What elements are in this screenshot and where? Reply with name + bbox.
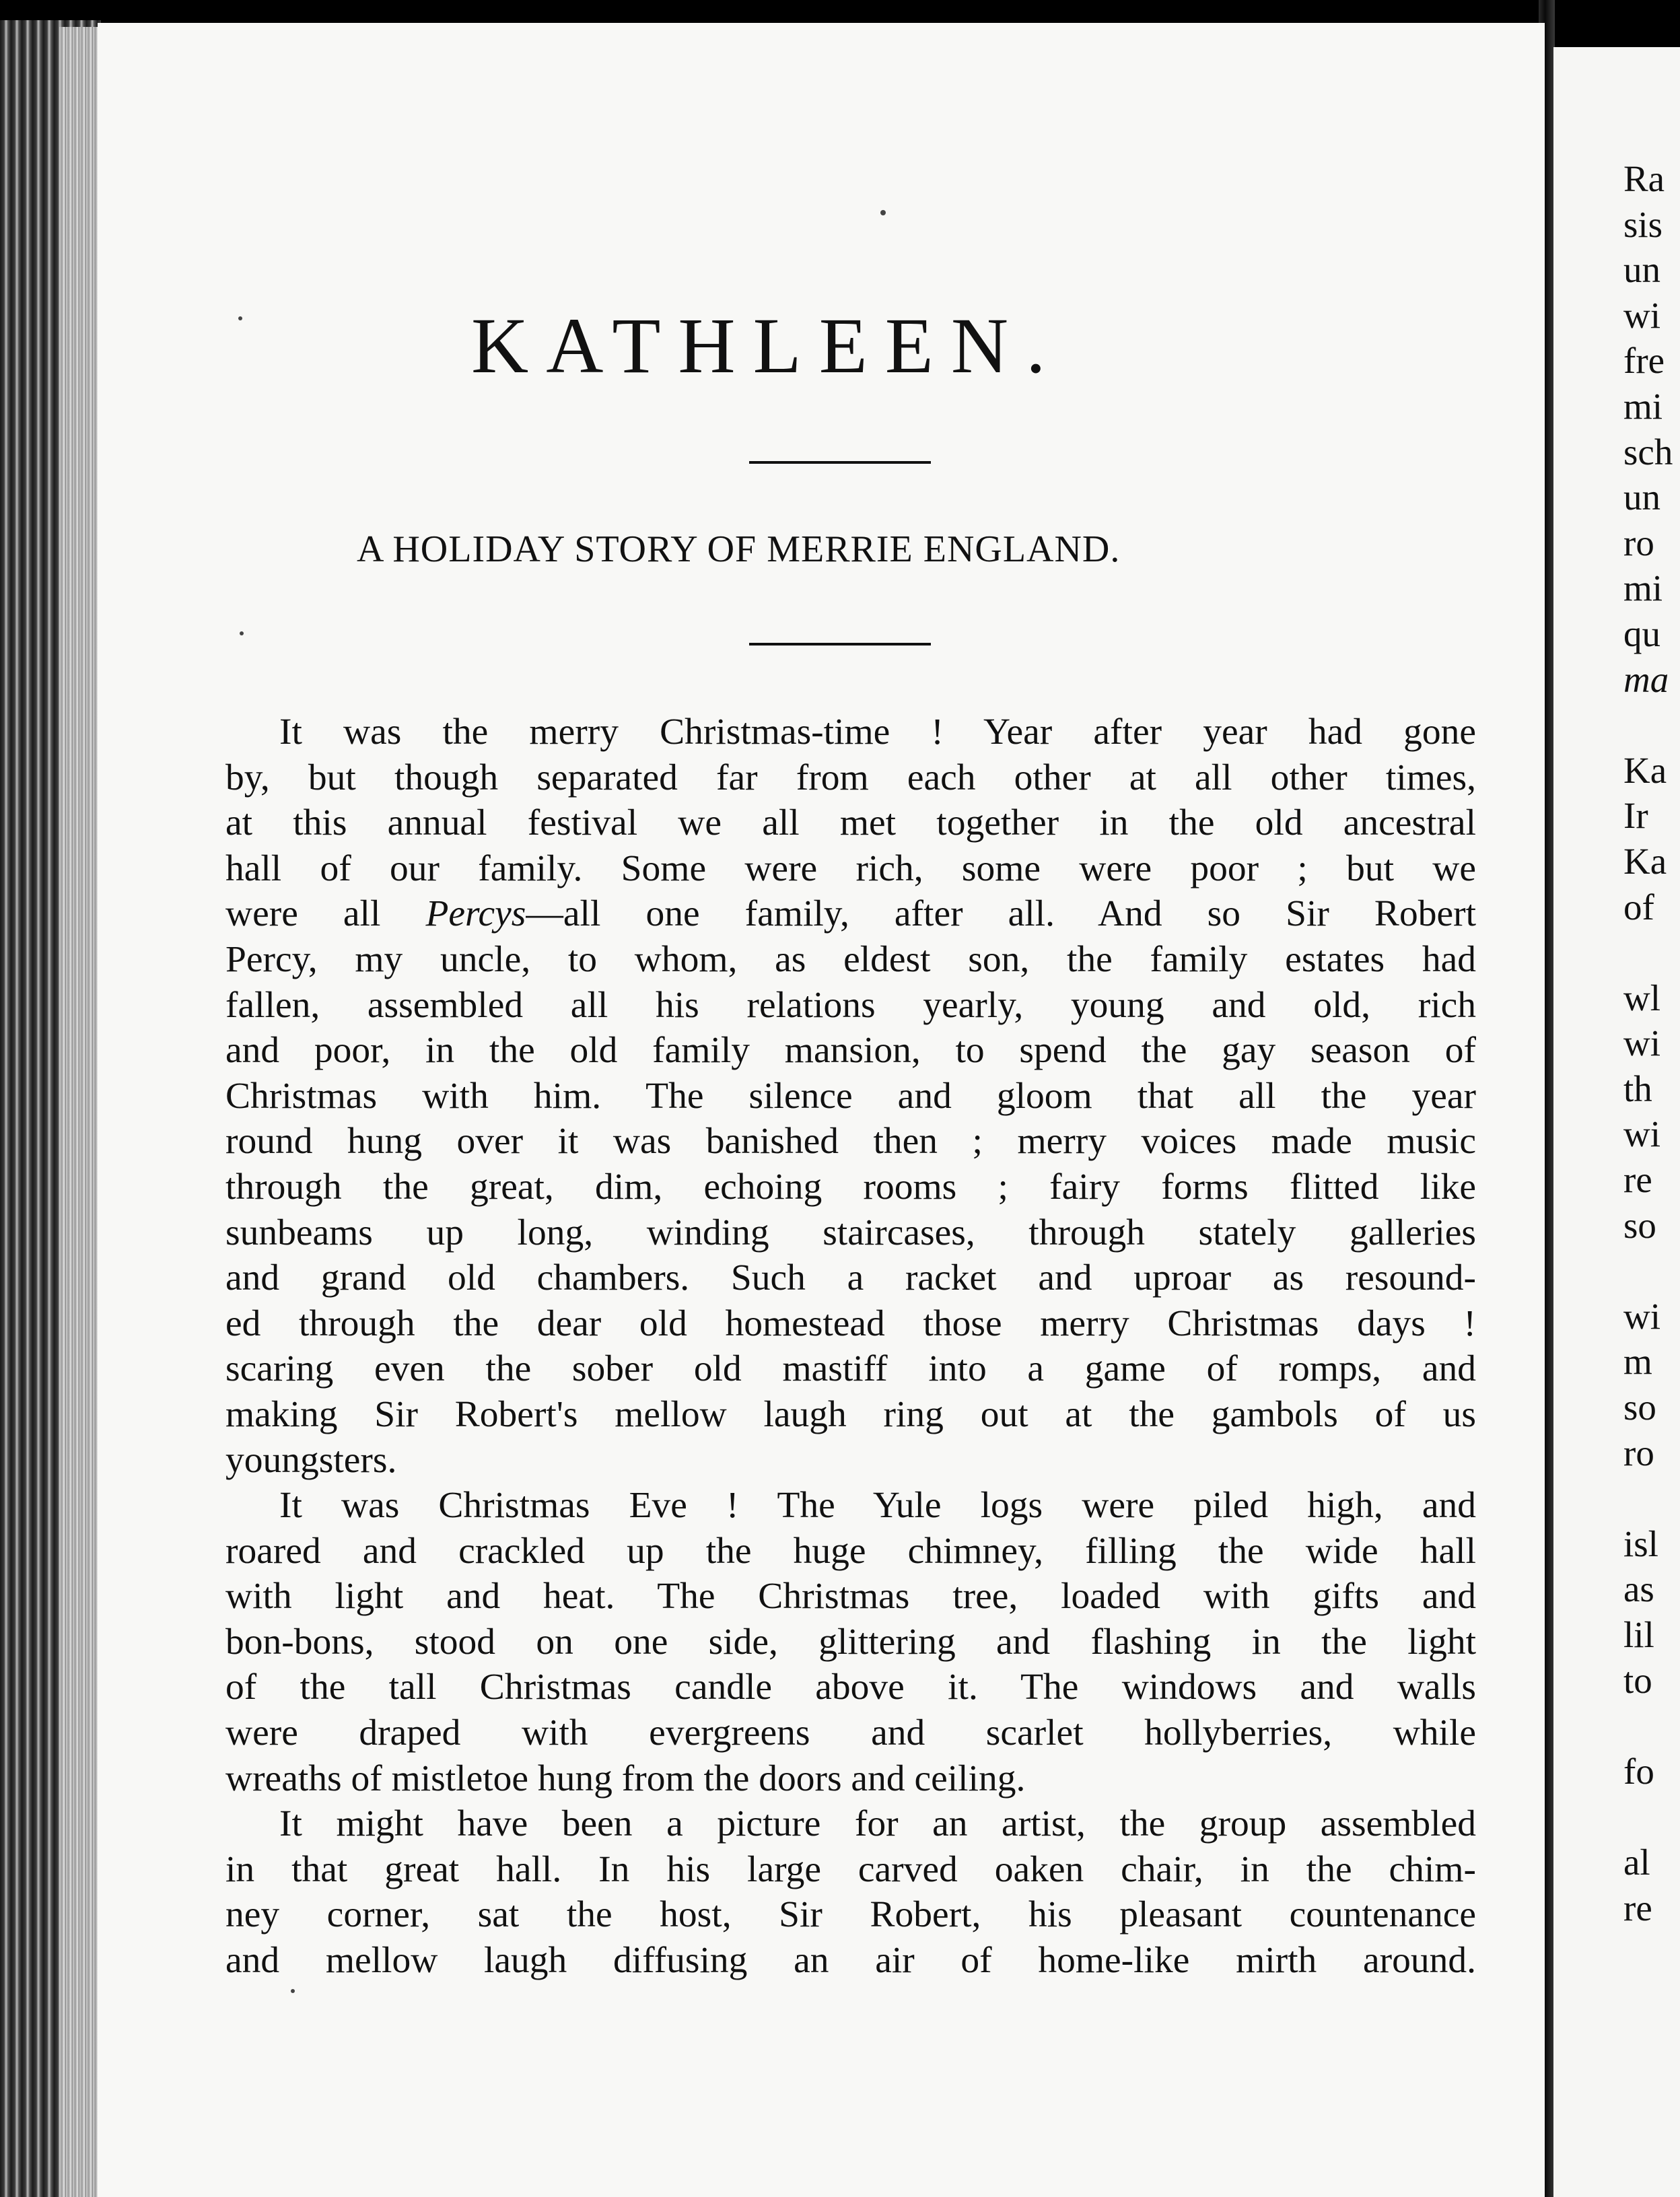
subtitle-rule [749,643,931,646]
text-fragment: —all one family, after all. And so Sir Robert [526,893,1476,935]
facing-fragment: fo [1623,1750,1654,1792]
text-line: youngsters. [225,1439,397,1481]
text-line: with light and heat. The Christmas tree, loaded with gifts and [225,1576,1476,1617]
text-line: It might have been a picture for an artist, the group assembled [279,1803,1476,1845]
italic-word: Percys [425,893,526,935]
text-line: were draped with evergreens and scarlet hollyberries, while [225,1712,1476,1754]
facing-gap [1623,1248,1680,1294]
facing-fragment: th [1623,1068,1652,1109]
ink-speck [880,210,886,215]
facing-page-text [1623,156,1680,1930]
facing-gap [1623,1703,1680,1749]
book-page-edges-highlight [59,27,100,2197]
text-line: in that great hall. In his large carved oaken chair, in the chim- [225,1848,1476,1890]
facing-fragment: wi [1623,1022,1660,1064]
text-line: It was Christmas Eve ! The Yule logs were piled high, and [279,1485,1476,1527]
facing-fragment: ro [1623,522,1654,563]
text-line: and grand old chambers. Such a racket and uproar as resound- [225,1257,1476,1299]
text-line: and mellow laugh diffusing an air of home-like mirth around. [225,1940,1476,1982]
facing-fragment: al [1623,1841,1650,1883]
text-line: wreaths of mistletoe hung from the doors and ceiling. [225,1757,1026,1799]
facing-fragment: sch [1623,431,1673,473]
facing-gap [1623,1475,1680,1521]
facing-fragment: wi [1623,1113,1660,1155]
facing-fragment: m [1623,1341,1652,1383]
facing-gap [1623,702,1680,748]
text-line: fallen, assembled all his relations yearly, young and old, rich [225,984,1476,1026]
facing-fragment: qu [1623,613,1660,654]
facing-fragment: re [1623,1887,1652,1928]
facing-fragment: so [1623,1204,1656,1246]
facing-fragment: so [1623,1387,1656,1428]
facing-fragment: isl [1623,1523,1658,1564]
facing-fragment: un [1623,249,1660,291]
facing-fragment: to [1623,1659,1652,1701]
text-line: hall of our family. Some were rich, some were poor ; but we [225,847,1476,889]
ink-speck [291,1989,295,1993]
facing-gap [1623,930,1680,975]
text-line: by, but though separated far from each other at all other times, [225,757,1476,798]
text-line: It was the merry Christmas-time ! Year after year had gone [279,711,1476,753]
text-line: bon-bons, stood on one side, glittering and flashing in the light [225,1621,1476,1663]
text-line: through the great, dim, echoing rooms ; fairy forms flitted like [225,1166,1476,1208]
text-line: sunbeams up long, winding staircases, through stately galleries [225,1212,1476,1253]
title-rule [749,461,931,464]
facing-fragment: fre [1623,340,1665,382]
text-line: round hung over it was banished then ; merry voices made music [225,1121,1476,1162]
text-line: scaring even the sober old mastiff into a game of romps, and [225,1348,1476,1390]
facing-fragment: re [1623,1159,1652,1201]
facing-fragment: of [1623,886,1654,928]
text-line: and poor, in the old family mansion, to spend the gay season of [225,1030,1476,1072]
ink-speck [238,316,242,320]
text-line: Christmas with him. The silence and gloom that all the year [225,1075,1476,1117]
facing-fragment: mi [1623,567,1663,609]
facing-fragment: wl [1623,977,1660,1018]
story-title: KATHLEEN. [471,302,1063,390]
text-fragment: were all [225,893,426,935]
facing-fragment: sis [1623,203,1663,245]
text-line: Percy, my uncle, to whom, as eldest son, the family estates had [225,938,1476,980]
facing-fragment: wi [1623,1295,1660,1337]
text-line: ney corner, sat the host, Sir Robert, his pleasant countenance [225,1894,1476,1936]
facing-gap [1623,1794,1680,1840]
text-line: of the tall Christmas candle above it. The windows and walls [225,1667,1476,1708]
facing-fragment: Ra [1623,158,1665,199]
facing-fragment: Ir [1623,795,1648,837]
facing-fragment: as [1623,1568,1654,1610]
text-line: roared and crackled up the huge chimney, filling the wide hall [225,1530,1476,1572]
story-subtitle: A HOLIDAY STORY OF MERRIE ENGLAND. [357,528,1121,570]
text-line: making Sir Robert's mellow laugh ring out at the gambols of us [225,1393,1476,1435]
facing-fragment: wi [1623,294,1660,336]
facing-fragment: Ka [1623,840,1667,882]
facing-fragment: mi [1623,385,1663,427]
text-line: ed through the dear old homestead those merry Christmas days ! [225,1302,1476,1344]
facing-fragment: lil [1623,1614,1654,1655]
ink-speck [240,631,244,635]
text-line-with-italic [225,891,1476,937]
story-body [225,709,1476,1984]
facing-fragment: ma [1623,658,1669,700]
text-line: at this annual festival we all met together in the old ancestral [225,802,1476,844]
facing-fragment: ro [1623,1432,1654,1473]
facing-fragment: un [1623,477,1660,518]
facing-fragment: Ka [1623,749,1667,791]
